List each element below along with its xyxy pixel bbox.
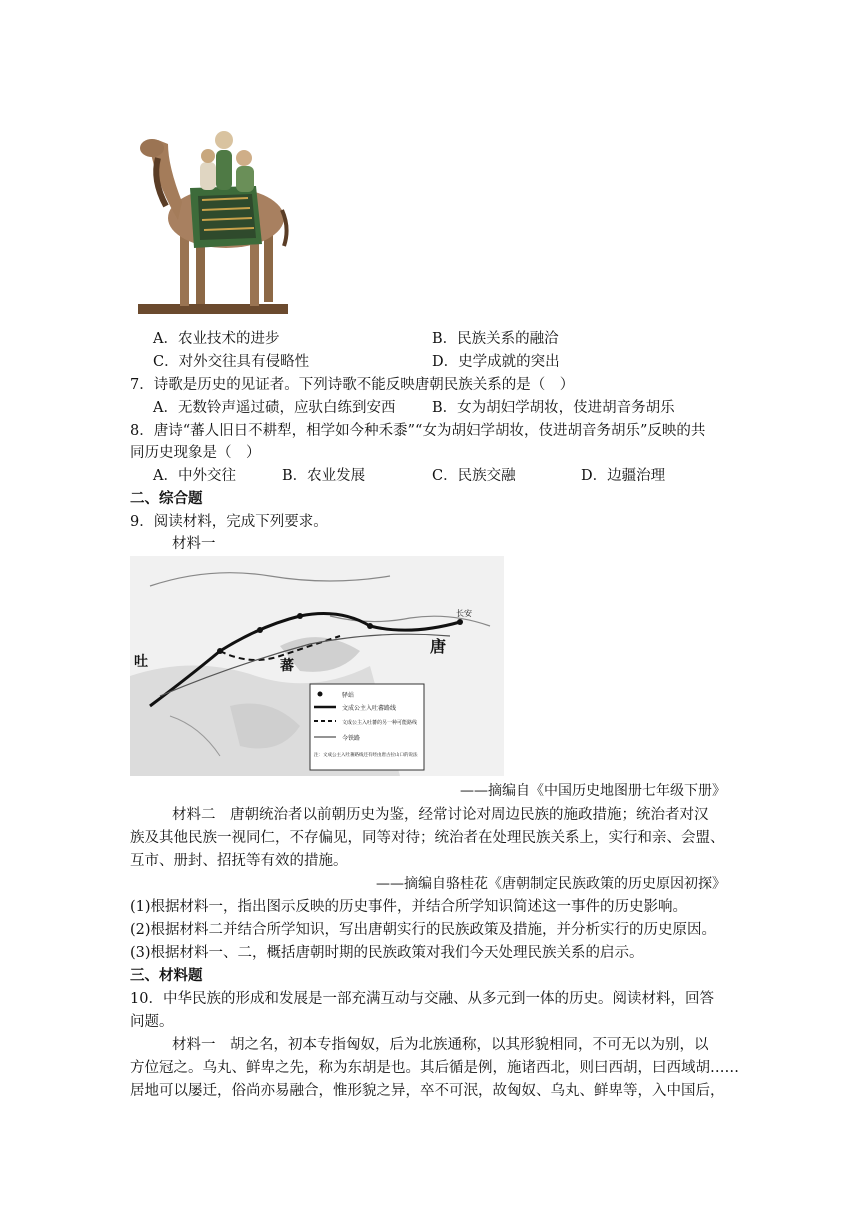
q9-material2-line1: 材料二 唐朝统治者以前朝历史为鉴，经常讨论对周边民族的施政措施；统治者对汉 — [172, 807, 709, 823]
q9-material2-source: ——摘编自骆桂花《唐朝制定民族政策的历史原因初探》 — [376, 876, 726, 892]
wencheng-princess-route-map — [130, 556, 504, 776]
q8-option-d: D．边疆治理 — [581, 468, 666, 484]
q6-option-a: A．农业技术的进步 — [153, 331, 280, 347]
q6-option-c: C．对外交往具有侵略性 — [153, 354, 310, 370]
map-legend-railway: 今铁路 — [342, 735, 361, 742]
q7-stem: 7．诗歌是历史的见证者。下列诗歌不能反映唐朝民族关系的是（ ） — [130, 377, 575, 393]
q7-option-a: A．无数铃声遥过碛，应驮白练到安西 — [153, 400, 396, 416]
q9-subquestion-3: (3)根据材料一、二，概括唐朝时期的民族政策对我们今天处理民族关系的启示。 — [130, 945, 644, 961]
q9-material1-label: 材料一 — [172, 536, 216, 552]
q9-material1-source: ——摘编自《中国历史地图册七年级下册》 — [460, 783, 726, 799]
q8-option-c: C．民族交融 — [432, 468, 516, 484]
q9-material2-line2: 族及其他民族一视同仁，不存偏见，同等对待；统治者在处理民族关系上，实行和亲、会盟、 — [130, 830, 725, 846]
q8-option-b: B．农业发展 — [282, 468, 366, 484]
q9-material2-line3: 互市、册封、招抚等有效的措施。 — [130, 853, 348, 869]
q10-material1-line2: 方位冠之。乌丸、鲜卑之先，称为东胡是也。其后循是例，施诸西北，则曰西胡，曰西域胡…… — [130, 1060, 739, 1076]
q7-option-b: B．女为胡妇学胡妆，伎进胡音务胡乐 — [432, 400, 675, 416]
q8-stem-line2: 同历史现象是（ ） — [130, 445, 261, 461]
q10-stem-line1: 10．中华民族的形成和发展是一部充满互动与交融、从多元到一体的历史。阅读材料，回答 — [130, 991, 714, 1007]
map-label-tubo: 蕃 — [280, 658, 294, 674]
map-legend-note: 注：文成公主入吐蕃路线还有经由唐古拉山口的说法 — [314, 753, 418, 758]
q8-option-a: A．中外交往 — [153, 468, 236, 484]
section-title-material: 三、材料题 — [130, 968, 203, 984]
q6-option-b: B．民族关系的融洽 — [432, 331, 559, 347]
map-legend-route: 文成公主入吐蕃路线 — [342, 705, 397, 712]
q8-stem-line1: 8．唐诗“蕃人旧日不耕犁，相学如今种禾黍”“女为胡妇学胡妆，伎进胡音务胡乐”反映的共 — [130, 423, 706, 439]
map-label-changan: 长安 — [456, 609, 472, 618]
map-legend-station: 驿站 — [342, 692, 355, 699]
tang-camel-figurine-image — [138, 110, 290, 318]
map-label-tu: 吐 — [134, 654, 148, 670]
q10-material1-line1: 材料一 胡之名，初本专指匈奴，后为北族通称，以其形貌相同，不可无以为别，以 — [172, 1037, 709, 1053]
section-title-comprehensive: 二、综合题 — [130, 491, 203, 507]
map-legend-alt-route: 文成公主入吐蕃的另一种可能路线 — [342, 720, 418, 726]
q9-subquestion-1: (1)根据材料一，指出图示反映的历史事件，并结合所学知识简述这一事件的历史影响。 — [130, 899, 688, 915]
map-label-tang: 唐 — [430, 637, 447, 656]
q10-stem-line2: 问题。 — [130, 1014, 174, 1030]
q6-option-d: D．史学成就的突出 — [432, 354, 560, 370]
q9-subquestion-2: (2)根据材料二并结合所学知识，写出唐朝实行的民族政策及措施，并分析实行的历史原因。 — [130, 922, 717, 938]
q10-material1-line3: 居地可以屡迁，俗尚亦易融合，惟形貌之异，卒不可泯，故匈奴、乌丸、鲜卑等，入中国后， — [130, 1083, 725, 1099]
q9-stem: 9．阅读材料，完成下列要求。 — [130, 514, 328, 530]
